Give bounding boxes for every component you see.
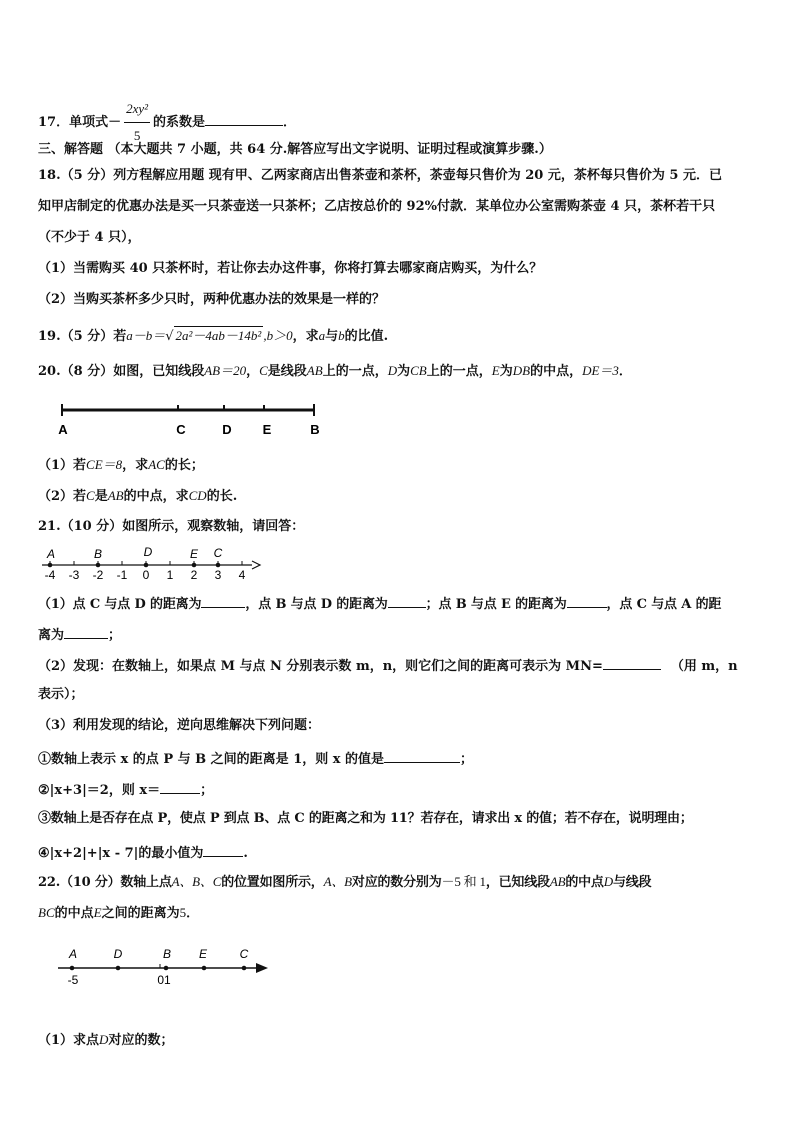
q17-answer-blank[interactable]: [205, 111, 283, 126]
q20-t4: 为: [397, 364, 411, 379]
q21-tick-label: 3: [214, 568, 222, 582]
q17-prefix: 17．单项式－: [38, 115, 122, 130]
q21-tick-label: -2: [92, 568, 104, 582]
q21-blank-cd[interactable]: [201, 593, 245, 608]
q20-var-e: E: [491, 363, 500, 378]
q20-sub1-b: ，求: [122, 458, 149, 473]
q20-t1: ，: [246, 364, 260, 379]
q22-number-line: [54, 944, 284, 990]
q21-c1-text: ①数轴上表示 x 的点 P 与 B 之间的距离是 1，则 x 的值是: [38, 752, 385, 767]
q21-sub-2-line-2: 表示）；: [38, 687, 84, 702]
q20-t8: ．: [618, 364, 632, 379]
q22-label-e: E: [198, 947, 208, 961]
q20-t7: 的中点，: [530, 364, 583, 379]
q20-prefix: 20.（8 分）如图，已知线段: [38, 364, 205, 379]
q19-text-mid: 与: [325, 329, 339, 344]
q22-point-e: [202, 966, 207, 971]
q17-end: ．: [283, 115, 297, 130]
q21-sub-1-line-2: [38, 624, 121, 645]
q20-sub2-d: 的中点，求: [123, 489, 189, 504]
q20-label-a: A: [58, 422, 68, 437]
q20-sub1-ac: AC: [148, 457, 165, 472]
q21-circled-3: ③数轴上是否存在点 P，使点 P 到点 B、点 C 的距离之和为 11？若存在，请求出 x 的值；若不存在，说明理由；: [38, 811, 693, 826]
q21-circled-4: [38, 842, 248, 863]
q22-line-1: [38, 873, 651, 892]
q22-l1-ab2: AB: [549, 874, 566, 889]
q21-sub-3: （3）利用发现的结论，逆向思维解决下列问题：: [38, 718, 321, 733]
q21-sub-2-line-1: [38, 655, 738, 676]
q19-text-b: 的比值.: [344, 329, 389, 344]
q21-sub2-b: （用 m，n: [670, 659, 738, 674]
q20-segment-figure: [50, 398, 340, 440]
q22-l1-d: ，已知线段: [485, 875, 550, 890]
q20-sub1-ce: CE＝8: [86, 457, 123, 472]
q22-l1-ab: A、B: [323, 874, 352, 889]
q20-label-e: E: [262, 422, 272, 437]
q22-sub1-a: （1）求点: [38, 1033, 100, 1048]
q22-label-a: A: [68, 947, 78, 961]
q20-ab-eq: AB＝20: [204, 363, 247, 378]
q21-label-b: B: [93, 547, 103, 561]
q21-label-d: D: [143, 545, 153, 559]
q22-l1-a: 22.（10 分）数轴上点: [38, 875, 172, 890]
q19-expr-left: a－b＝: [126, 328, 166, 343]
sqrt-sign-icon: √: [165, 329, 174, 344]
q22-value-zero-one: 01: [157, 973, 171, 987]
q21-point-b: [96, 563, 101, 568]
q21-point-a: [48, 563, 53, 568]
q21-tick-label: -4: [44, 568, 56, 582]
q21-tick-label: -3: [68, 568, 80, 582]
q20-t3: 上的一点，: [322, 364, 388, 379]
q21-blank-c1[interactable]: [384, 748, 460, 763]
q20-t6: 为: [499, 364, 513, 379]
q19-var-b: b: [338, 328, 345, 343]
q21-circled-2: [38, 779, 213, 800]
q21-label-a: A: [46, 547, 56, 561]
q21-sub1-d: ，点 C 与点 A 的距: [606, 597, 722, 612]
q21-c4-end: .: [243, 846, 248, 861]
q21-tick-label: 4: [238, 568, 246, 582]
q20-sub-1: [38, 456, 204, 475]
q20-var-cb: CB: [410, 363, 427, 378]
q20-t2: 是线段: [267, 364, 307, 379]
q21-sub1-e: 离为: [38, 628, 65, 643]
q20-label-b: B: [310, 422, 320, 437]
q20-sub-2: [38, 487, 237, 506]
q20-var-ab: AB: [306, 363, 323, 378]
q21-c1-end: ；: [460, 752, 474, 767]
q21-sub-1-line-1: [38, 593, 721, 614]
q21-tick-label: 0: [142, 568, 150, 582]
q20-sub2-cd: CD: [188, 488, 207, 503]
q22-point-c: [242, 966, 247, 971]
q22-l1-e: 的中点: [565, 875, 604, 890]
q21-point-e: [192, 563, 197, 568]
q21-number-line: [38, 544, 268, 582]
q22-l1-b: 的位置如图所示，: [221, 875, 324, 890]
q20-sub1-a: （1）若: [38, 458, 87, 473]
q21-blank-bd[interactable]: [388, 593, 426, 608]
question-19: [38, 326, 388, 346]
q19-prefix: 19.（5 分）若: [38, 329, 127, 344]
q22-point-a: [70, 966, 75, 971]
q21-label-e: E: [189, 547, 199, 561]
q21-tick-label: -1: [116, 568, 128, 582]
q22-l2-val: 5: [179, 905, 187, 920]
q20-t5: 上的一点，: [426, 364, 492, 379]
q20-var-c: C: [259, 363, 268, 378]
q22-l2-a: 的中点: [54, 906, 94, 921]
q22-sub-1: [38, 1031, 173, 1050]
q20-sub2-a: （2）若: [38, 489, 87, 504]
q22-label-c: C: [239, 947, 249, 961]
q21-sub1-a: （1）点 C 与点 D 的距离为: [38, 597, 202, 612]
q21-blank-ca[interactable]: [64, 624, 108, 639]
q20-sub2-e: 的长.: [206, 489, 238, 504]
q18-line-2: 知甲店制定的优惠办法是买一只茶壶送一只茶杯；乙店按总价的 92%付款．某单位办公室需购茶壶 4 只，茶杯若干只: [38, 199, 716, 214]
q22-sub1-b: 对应的数；: [108, 1033, 174, 1048]
q21-sub1-f: ；: [108, 628, 122, 643]
q22-value-a: -5: [67, 973, 79, 987]
q21-blank-c4[interactable]: [203, 842, 243, 857]
q21-axis-arrow: [252, 561, 260, 569]
q22-axis-arrow: [256, 963, 268, 973]
q21-c4-text: ④|x+2|+|x - 7|的最小值为: [38, 846, 204, 861]
q20-var-db: DB: [512, 363, 531, 378]
q22-label-b: B: [162, 947, 172, 961]
q22-l2-c: ．: [186, 906, 200, 921]
q22-point-b: [164, 966, 169, 971]
question-17: [38, 96, 297, 143]
q21-circled-1: [38, 748, 473, 769]
q22-l1-d2: D: [603, 874, 613, 889]
q22-l2-bc: BC: [38, 905, 55, 920]
q21-blank-c2[interactable]: [160, 779, 200, 794]
q18-line-1: 18.（5 分）列方程解应用题 现有甲、乙两家商店出售茶壶和茶杯，茶壶每只售价为 20 元，茶杯每只售价为 5 元．已: [38, 168, 722, 183]
q22-l2-e: E: [93, 905, 102, 920]
q19-text-a: ，求: [292, 329, 319, 344]
q18-sub-1: （1）当需购买 40 只茶杯时，若让你去办这件事，你将打算去哪家商店购买，为什么？: [38, 261, 543, 276]
q22-sub1-d: D: [99, 1032, 109, 1047]
q18-line-3: （不少于 4 只），: [38, 230, 141, 245]
q19-radicand: 2a²－4ab－14b²: [175, 328, 262, 343]
q20-label-d: D: [222, 422, 232, 437]
q21-sub2-a: （2）发现：在数轴上，如果点 M 与点 N 分别表示数 m，n，则它们之间的距离可表示为 MN=: [38, 659, 603, 674]
q21-point-d: [144, 563, 149, 568]
q20-sub2-ab: AB: [107, 488, 124, 503]
question-20: [38, 362, 632, 381]
q22-l1-c: 对应的数分别为: [351, 875, 442, 890]
q21-blank-mn[interactable]: [603, 655, 661, 670]
q19-var-a: a: [318, 328, 326, 343]
q20-sub1-c: 的长；: [164, 458, 204, 473]
q17-frac-denominator: 5: [133, 128, 141, 143]
q21-c2-end: ；: [200, 783, 214, 798]
q18-sub-2: （2）当购买茶杯多少只时，两种优惠办法的效果是一样的？: [38, 292, 386, 307]
q21-sub1-c: ；点 B 与点 E 的距离为: [425, 597, 567, 612]
q19-expr-right: ,b＞0: [263, 328, 293, 343]
q20-de-eq: DE＝3: [582, 363, 619, 378]
q22-l1-abc: A、B、C: [171, 874, 222, 889]
q22-l2-b: 之间的距离为: [101, 906, 180, 921]
q21-tick-label: 2: [190, 568, 198, 582]
q22-l1-vals: －5 和 1: [441, 874, 486, 889]
q17-suffix: 的系数是: [153, 115, 206, 130]
q22-label-d: D: [113, 947, 123, 961]
q20-sub2-b: 是: [94, 489, 108, 504]
q21-blank-be[interactable]: [567, 593, 607, 608]
q21-sub1-b: ，点 B 与点 D 的距离为: [245, 597, 388, 612]
section-3-heading: 三、解答题 （本大题共 7 小题，共 64 分.解答应写出文字说明、证明过程或演算步骤.）: [38, 142, 552, 157]
q20-label-c: C: [176, 422, 186, 437]
q20-sub2-c-var: C: [86, 488, 95, 503]
q22-point-d: [116, 966, 121, 971]
q21-tick-label: 1: [166, 568, 174, 582]
q20-var-d: D: [387, 363, 398, 378]
q17-frac-numerator: 2xy²: [124, 96, 150, 123]
q21-title: 21.（10 分）如图所示，观察数轴，请回答：: [38, 519, 305, 534]
q22-line-2: [38, 904, 199, 923]
q21-point-c: [216, 563, 221, 568]
q21-c2-text: ②|x+3|＝2，则 x＝: [38, 783, 161, 798]
q22-l1-f: 与线段: [612, 875, 652, 890]
q21-label-c: C: [213, 546, 223, 560]
